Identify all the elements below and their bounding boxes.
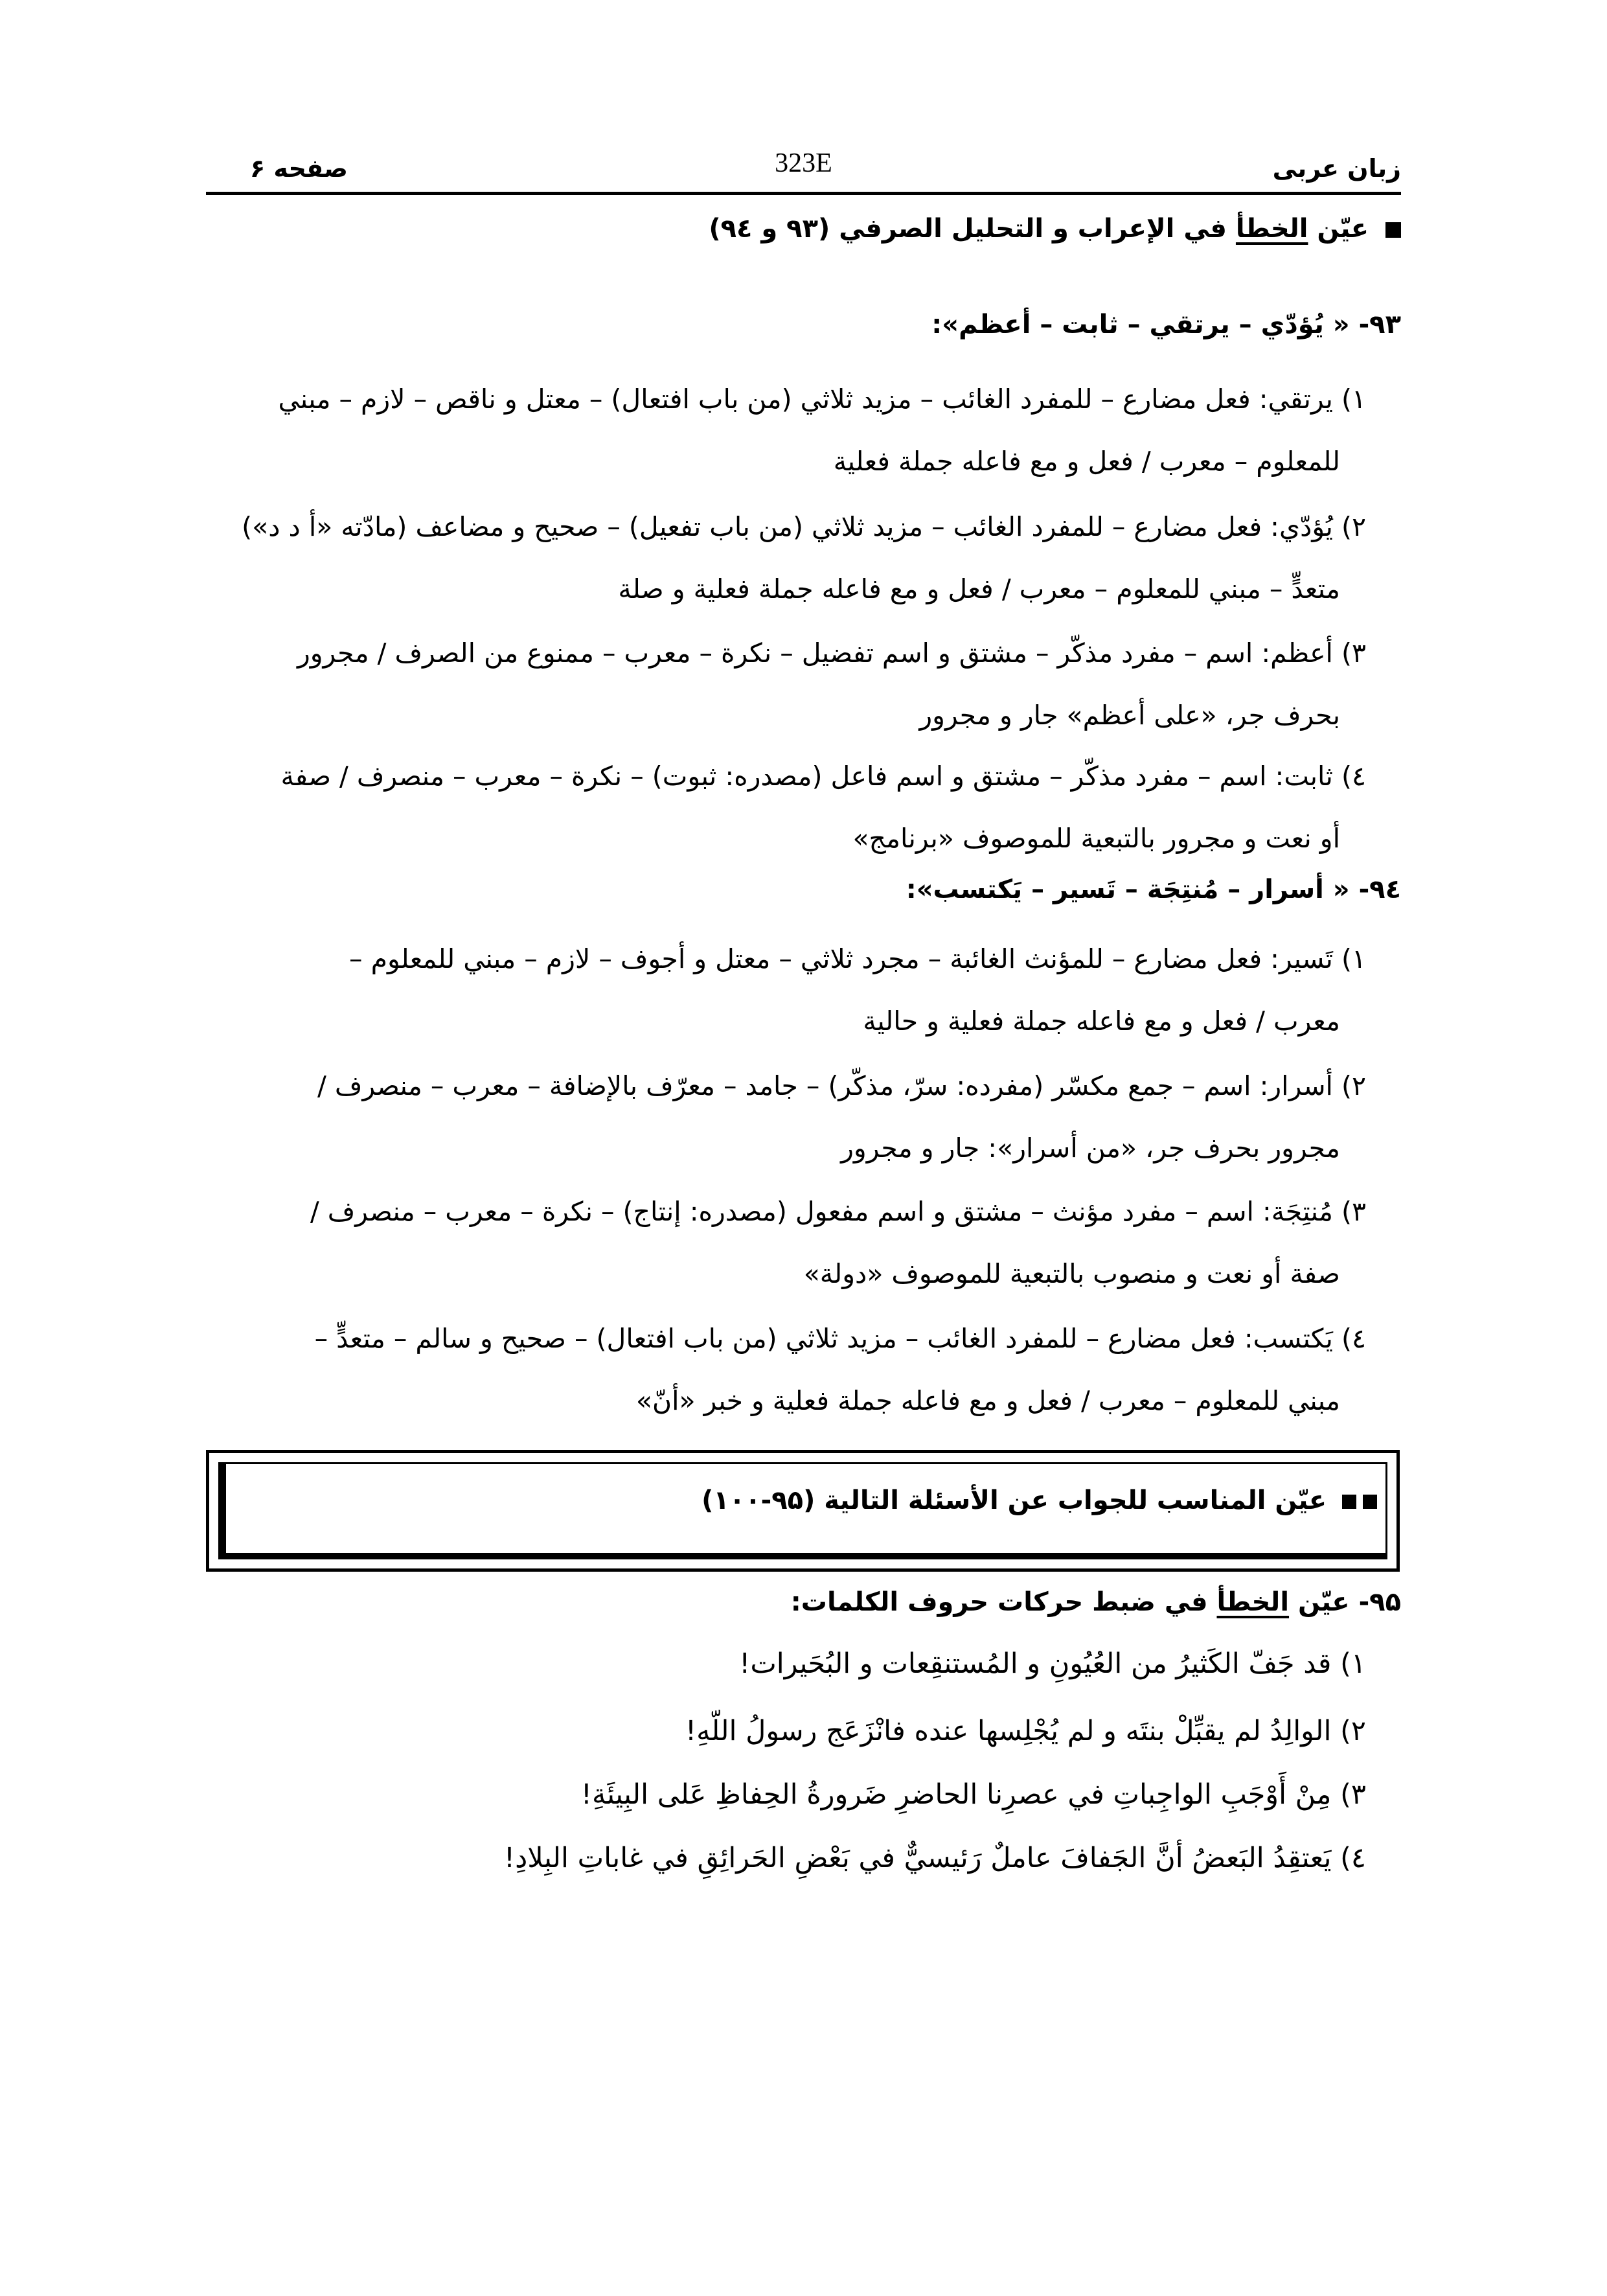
instruction-prefix: عیّن <box>1317 214 1369 244</box>
option-text-line1: ٤) يَكتسب: فعل مضارع – للمفرد الغائب – مزيد ثلاثي (من باب افتعال) – صحيح و سالم – متعدٍّ – <box>314 1323 1366 1354</box>
option-text-line2: مجرور بحرف جر، «من أسرار»: جار و مجرور <box>841 1132 1340 1164</box>
question-stem: « يُؤدّي – يرتقي – ثابت – أعظم»: <box>931 310 1350 339</box>
q93-option-3[interactable] <box>207 622 1366 746</box>
question-94-title <box>906 875 1401 904</box>
q93-option-1[interactable] <box>207 368 1366 492</box>
subject-title: زبان عربی <box>1272 154 1401 183</box>
option-text-line2: أو نعت و مجرور بالتبعية للموصوف «برنامج» <box>852 823 1340 854</box>
option-text-line2: معرب / فعل و مع فاعله جملة فعلية و حالية <box>863 1005 1340 1037</box>
option-text-line2: مبني للمعلوم – معرب / فعل و مع فاعله جملة فعلية و خبر «أنّ» <box>635 1385 1340 1416</box>
q95-option-2[interactable]: ۲) الوالِدُ لم يقبِّلْ بنتَه و لم يُجْلِسها عنده فانْزَعَج رسولُ اللّهِ! <box>685 1715 1366 1747</box>
option-text-line2: للمعلوم – معرب / فعل و مع فاعله جملة فعلية <box>833 446 1340 477</box>
question-number: ۹۵- <box>1358 1587 1401 1617</box>
question-stem: « أسرار – مُنتِجَة – تَسير – يَكتسب»: <box>906 875 1350 904</box>
instruction-suffix: في الإعراب و التحليل الصرفي (۹۳ و ۹٤) <box>709 214 1227 244</box>
page-header <box>206 148 1401 187</box>
question-number: ۹۳- <box>1358 310 1401 339</box>
option-text-line1: ۲) أسرار: اسم – جمع مكسّر (مفرده: سرّ، مذكّر) – جامد – معرّف بالإضافة – معرب – منصرف / <box>317 1070 1366 1101</box>
exam-code: 323E <box>775 148 832 178</box>
section-box <box>206 1450 1400 1572</box>
option-text-line2: صفة أو نعت و منصوب بالتبعية للموصوف «دولة» <box>803 1258 1340 1289</box>
question-93-title <box>931 310 1401 339</box>
section-box-title <box>701 1486 1377 1515</box>
question-prefix: عيّن <box>1297 1587 1350 1617</box>
q95-option-3[interactable]: ۳) مِنْ أَوْجَبِ الواجِباتِ في عصرِنا الحاضرِ ضَرورةُ الحِفاظِ عَلى البِيئَةِ! <box>580 1778 1366 1811</box>
option-text-line1: ۱) تَسير: فعل مضارع – للمؤنث الغائبة – مجرد ثلاثي – معتل و أجوف – لازم – مبني للمعلوم – <box>349 943 1366 974</box>
bullet-square-icon <box>1363 1495 1377 1509</box>
q94-option-2[interactable] <box>207 1055 1366 1179</box>
option-text-line2: متعدٍّ – مبني للمعلوم – معرب / فعل و مع فاعله جملة فعلية و صلة <box>618 573 1340 604</box>
question-95-title <box>791 1587 1401 1617</box>
bullet-square-icon <box>1342 1495 1356 1509</box>
section-box-text: عيّن المناسب للجواب عن الأسئلة التالية (۹۵-۱۰۰) <box>701 1486 1327 1515</box>
q95-option-4[interactable]: ٤) يَعتقِدُ البَعضُ أنَّ الجَفافَ عاملٌ رَئيسيٌّ في بَعْضِ الحَرائِقِ في غاباتِ البِلادِ! <box>503 1842 1366 1874</box>
q94-option-3[interactable] <box>207 1180 1366 1305</box>
section-instruction <box>709 214 1401 244</box>
bullet-square-icon <box>1385 222 1401 238</box>
option-text-line1: ۲) يُؤدّي: فعل مضارع – للمفرد الغائب – مزيد ثلاثي (من باب تفعيل) – صحيح و مضاعف (مادّته «أ د د») <box>242 511 1366 542</box>
instruction-underlined: الخطأ <box>1235 214 1308 244</box>
question-number: ۹٤- <box>1358 875 1401 904</box>
option-text-line1: ۳) مُنتِجَة: اسم – مفرد مؤنث – مشتق و اسم مفعول (مصدره: إنتاج) – نكرة – معرب – منصرف / <box>310 1196 1366 1227</box>
page-number: صفحه ۶ <box>250 154 348 183</box>
option-text-line2: بحرف جر، «على أعظم» جار و مجرور <box>919 700 1340 731</box>
question-underlined: الخطأ <box>1216 1587 1290 1617</box>
question-suffix: في ضبط حركات حروف الكلمات: <box>790 1587 1208 1617</box>
option-text-line1: ۳) أعظم: اسم – مفرد مذكّر – مشتق و اسم تفضيل – نكرة – معرب – ممنوع من الصرف / مجرور <box>297 637 1366 669</box>
option-text-line1: ۱) يرتقي: فعل مضارع – للمفرد الغائب – مزيد ثلاثي (من باب افتعال) – معتل و ناقص – لازم – مبني <box>278 384 1366 415</box>
q94-option-4[interactable] <box>207 1307 1366 1432</box>
q93-option-4[interactable] <box>207 745 1366 869</box>
q93-option-2[interactable] <box>207 496 1366 620</box>
q94-option-1[interactable] <box>207 928 1366 1052</box>
header-divider <box>206 192 1401 195</box>
option-text-line1: ٤) ثابت: اسم – مفرد مذكّر – مشتق و اسم فاعل (مصدره: ثبوت) – نكرة – معرب – منصرف / صفة <box>280 761 1366 792</box>
q95-option-1[interactable]: ۱) قد جَفّ الكَثيرُ من العُيُونِ و المُستنقِعات و البُحَيرات! <box>739 1647 1366 1680</box>
